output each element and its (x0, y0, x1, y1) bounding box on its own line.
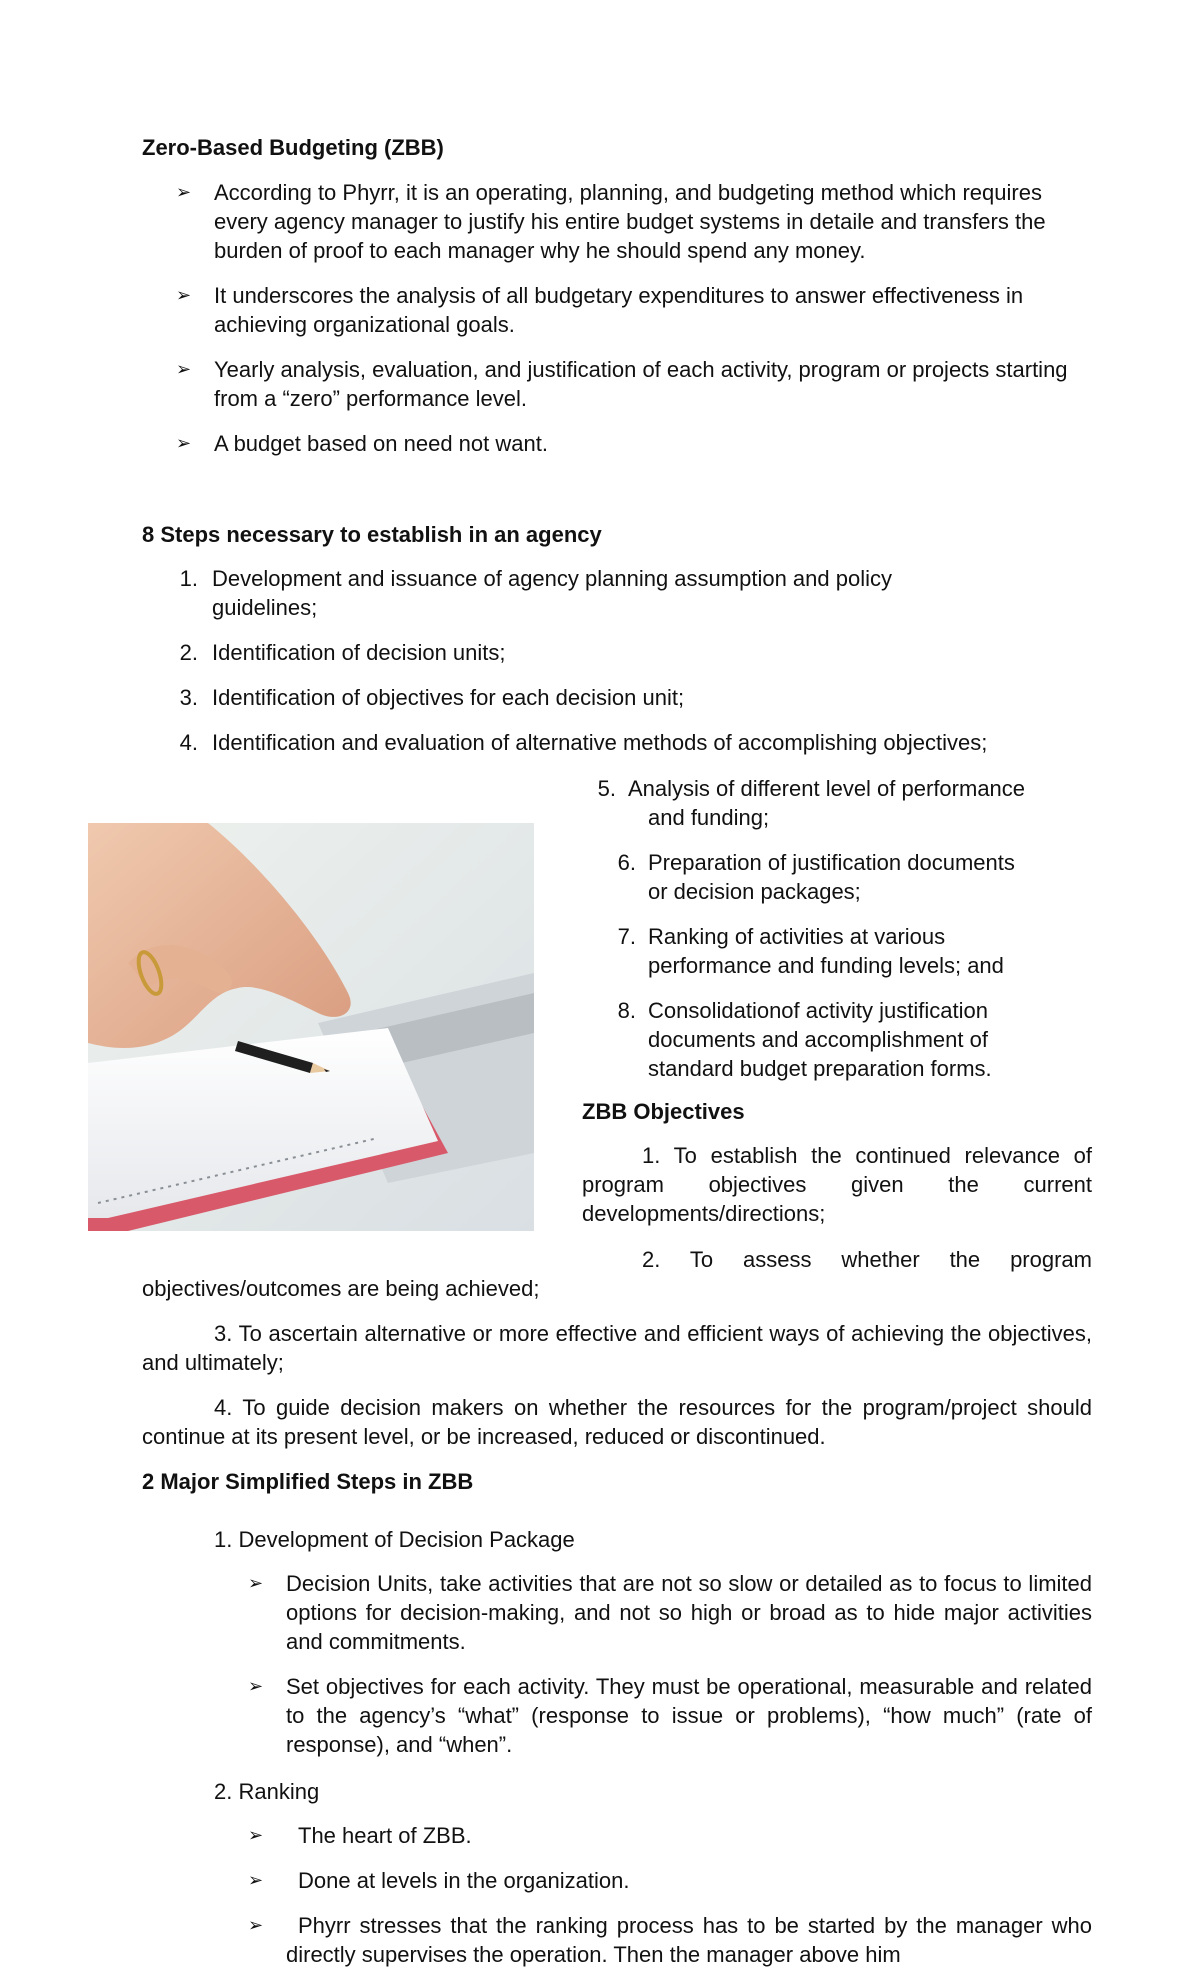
arrow-bullet-icon: ➢ (176, 285, 192, 305)
step-text-line: standard budget preparation forms. (648, 1056, 992, 1081)
steps-list-right (592, 774, 1092, 1083)
bullet-text: A budget based on need not want. (214, 431, 548, 456)
step-number: 7. (617, 924, 636, 949)
step-text-line: performance and funding levels; and (648, 953, 1004, 978)
step-text-line: documents and accomplishment of (648, 1027, 988, 1052)
list-item (142, 728, 1102, 757)
hand-writing-in-notebook-photo (88, 823, 534, 1231)
list-item (142, 429, 1082, 458)
bullet-text: Phyrr stresses that the ranking process has to be started by the manager who directly supervises the operation. Then the manager above him (286, 1913, 1092, 1967)
objective-item-4: 4. To guide decision makers on whether the resources for the program/project should continue at its present level, or be increased, reduced or discontinued. (142, 1395, 1092, 1449)
objective-item-2: 2. To assess whether the program (642, 1247, 1092, 1272)
step-number: 3. (179, 685, 198, 710)
step-text-line: and funding; (648, 805, 770, 830)
step-text-line: or decision packages; (648, 879, 861, 904)
list-item (142, 638, 1102, 667)
step-number: 2. (179, 640, 198, 665)
list-item (592, 996, 1092, 1083)
bullet-text: Done at levels in the organization. (298, 1868, 630, 1893)
step-text-line: Identification of objectives for each decision unit; (212, 685, 685, 710)
bullet-text: Yearly analysis, evaluation, and justification of each activity, program or projects starting from a “zero” performance level. (214, 357, 1068, 411)
step-text-line: Preparation of justification documents (648, 850, 1015, 875)
list-item (142, 683, 1102, 712)
step-number: 4. (179, 730, 198, 755)
steps-list-top (142, 564, 1102, 757)
step-text-line: Ranking of activities at various (648, 924, 946, 949)
major-steps-title: 2 Major Simplified Steps in ZBB (142, 1469, 474, 1494)
list-item (142, 281, 1082, 339)
arrow-bullet-icon: ➢ (248, 1825, 264, 1845)
list-item (214, 1569, 1092, 1656)
list-item (592, 922, 1092, 980)
list-item (214, 1821, 1092, 1850)
bullet-text: The heart of ZBB. (298, 1823, 472, 1848)
step-text-line: Consolidationof activity justification (648, 998, 988, 1023)
step-text-line: guidelines; (212, 595, 318, 620)
arrow-bullet-icon: ➢ (176, 433, 192, 453)
step-text-line: Identification and evaluation of alternative methods of accomplishing objectives; (212, 730, 988, 755)
step-text-line: Identification of decision units; (212, 640, 506, 665)
step-number: 1. (179, 566, 198, 591)
list-item (142, 355, 1082, 413)
list-item (592, 774, 1092, 832)
step-text-line: Analysis of different level of performance (628, 776, 1026, 801)
arrow-bullet-icon: ➢ (176, 359, 192, 379)
step-number: 5. (597, 776, 616, 801)
list-item (592, 848, 1092, 906)
steps-title: 8 Steps necessary to establish in an agency (142, 522, 602, 547)
bullet-text: Decision Units, take activities that are not so slow or detailed as to focus to limited options for decision-making, and not so high or broad as to hide major activities and commitments. (286, 1571, 1092, 1654)
step-number: 6. (617, 850, 636, 875)
zbb-title: Zero-Based Budgeting (ZBB) (142, 135, 444, 160)
arrow-bullet-icon: ➢ (248, 1573, 264, 1593)
list-item (214, 1911, 1092, 1969)
notebook-photo (88, 823, 534, 1231)
major-step1-title: 1. Development of Decision Package (214, 1527, 575, 1552)
objective-item-2-cont: objectives/outcomes are being achieved; (142, 1276, 540, 1301)
step-text-line: Development and issuance of agency planning assumption and policy (212, 566, 892, 591)
list-item (142, 564, 1102, 622)
objectives-title: ZBB Objectives (582, 1099, 745, 1124)
list-item (214, 1672, 1092, 1759)
objective-item-1: 1. To establish the continued relevance of program objectives given the current developments/directions; (582, 1143, 1092, 1226)
arrow-bullet-icon: ➢ (248, 1676, 264, 1696)
arrow-bullet-icon: ➢ (248, 1870, 264, 1890)
zbb-bullet-list (142, 178, 1082, 458)
step-number: 8. (617, 998, 636, 1023)
bullet-text: According to Phyrr, it is an operating, planning, and budgeting method which requires every agency manager to justify his entire budget systems in detaile and transfers the burden of proof to each manager why he should spend any money. (214, 180, 1046, 263)
arrow-bullet-icon: ➢ (248, 1915, 264, 1935)
list-item (142, 178, 1082, 265)
bullet-text: Set objectives for each activity. They must be operational, measurable and related to the agency’s “what” (response to issue or problems), “how much” (rate of response), and “when”. (286, 1674, 1092, 1757)
bullet-text: It underscores the analysis of all budgetary expenditures to answer effectiveness in achieving organizational goals. (214, 283, 1024, 337)
major-step2-title: 2. Ranking (214, 1779, 320, 1804)
major-step1-bullets (214, 1569, 1092, 1759)
major-step2-bullets (214, 1821, 1092, 1969)
objective-item-3: 3. To ascertain alternative or more effective and efficient ways of achieving the objectives, and ultimately; (142, 1321, 1092, 1375)
list-item (214, 1866, 1092, 1895)
arrow-bullet-icon: ➢ (176, 182, 192, 202)
